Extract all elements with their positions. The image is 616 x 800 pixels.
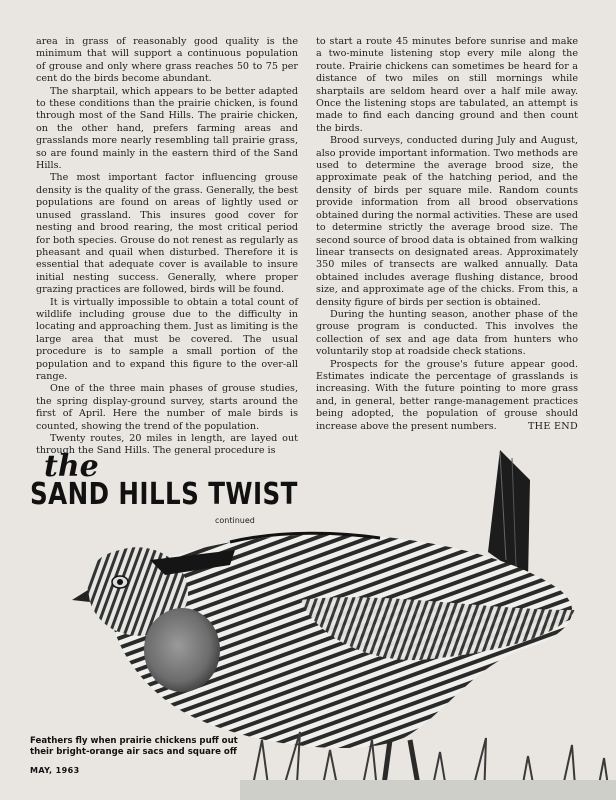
right-paragraph-2: Brood surveys, conducted during July and August, also provide important information. Two methods are used to determine the average brood size, the approximate peak of the hatching period, and the density of birds per square mile. Random counts provide information from all brood observations obtained during the normal activities. These are used to determine strictly the average brood size. The second source of brood data is obtained from walking linear transects on designated areas. Approximately 350 miles of transects are walked annually. Data obtained includes average flushing distance, brood size, and approximate age of the chicks. From this, a density figure of birds per section is obtained.: [316, 135, 578, 308]
right-paragraph-4-text: Prospects for the grouse's future appear good. Estimates indicate the percentage of grasslands is increasing. With the future pointing to more grass and, in general, better range-management practices being adopted, the population of grouse should increase above the present numbers.: [316, 358, 578, 432]
left-paragraph-2: The sharptail, which appears to be better adapted to these conditions than the prairie chicken, is found through most of the Sand Hills. The prairie chicken, on the other hand, prefers farming areas and grasslands more nearly resembling tall prairie grass, so are found mainly in the eastern third of the Sand Hills.: [36, 85, 298, 172]
photo-caption: Feathers fly when prairie chickens puff out their bright-orange air sacs and square off: [30, 736, 238, 757]
title-continued: continued: [215, 516, 255, 525]
left-paragraph-4: It is virtually impossible to obtain a total count of wildlife including grouse due to the difficulty in locating and approaching them. Just as limiting is the large area that must be covered. The usual procedure is to sample a small portion of the population and to expand this figure to the over-all range.: [36, 296, 298, 382]
article-title: SAND HILLS TWIST: [30, 477, 298, 512]
right-paragraph-1: to start a route 45 minutes before sunrise and make a two-minute listening stop every mile along the route. Prairie chickens can sometimes be heard for a distance of two miles on still mornings while sharptails are seldom heard over a half mile away. Once the listening stops are tabulated, an attempt is made to find each dancing ground and then count the birds.: [316, 36, 578, 134]
left-column: [36, 36, 298, 458]
left-paragraph-1: area in grass of reasonably good quality is the minimum that will support a continuous population of grouse and only where grass reaches 50 to 75 per cent do the birds become abundant.: [36, 36, 298, 85]
right-paragraph-3: During the hunting season, another phase of the grouse program is conducted. This involves the collection of sex and age data from hunters who voluntarily stop at roadside check stations.: [316, 308, 578, 358]
left-paragraph-5: One of the three main phases of grouse studies, the spring display-ground survey, starts around the first of April. Here the number of male birds is counted, showing the trend of the population.: [36, 383, 298, 432]
end-mark: THE END: [527, 420, 578, 432]
title-the: the: [44, 449, 99, 484]
left-paragraph-6: Twenty routes, 20 miles in length, are layed out through the Sand Hills. The general procedure is: [36, 433, 298, 457]
left-paragraph-3: The most important factor influencing grouse density is the quality of the grass. Generally, the best populations are found on areas of lightly used or unused grassland. This insures good cover for nesting and brood rearing, the most critical period for both species. Grouse do not renest as regularly as pheasant and quail when disturbed. Therefore it is essential that adequate cover is available to insure initial nesting success. Generally, where proper grazing practices are followed, birds will be found.: [36, 172, 298, 296]
issue-date: MAY, 1963: [30, 766, 80, 775]
right-paragraph-4: [316, 359, 578, 433]
right-column: [316, 36, 578, 433]
